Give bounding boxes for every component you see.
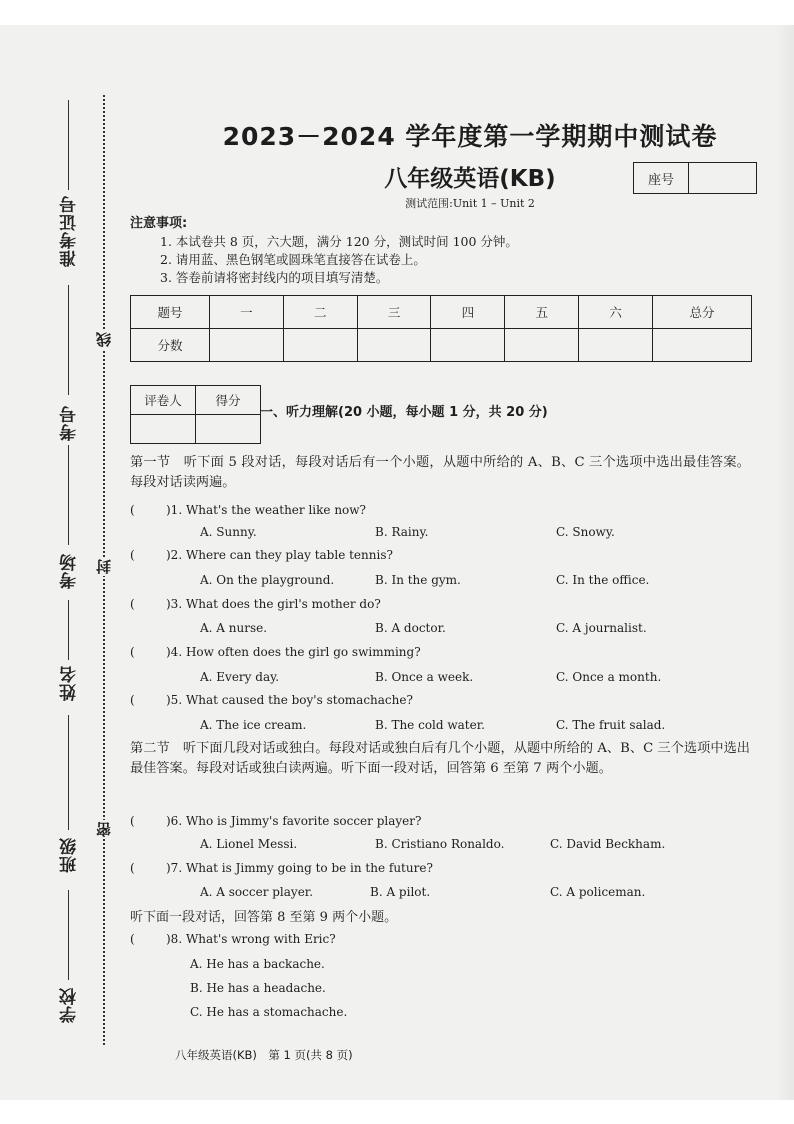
question-6: ( )6. Who is Jimmy's favorite soccer player?: [130, 814, 422, 828]
question-5: ( )5. What caused the boy's stomachache?: [130, 693, 413, 707]
option-b: B. A pilot.: [370, 885, 431, 899]
option-a: A. A nurse.: [200, 621, 268, 635]
binding-strip: [0, 25, 120, 1100]
option-c: C. He has a stomachache.: [190, 1005, 348, 1019]
seal-char-mi: 密: [95, 822, 113, 837]
seat-number-box: [633, 162, 757, 194]
score-input-cell[interactable]: [653, 329, 752, 362]
note-item: 2. 请用蓝、黑色钢笔或圆珠笔直接答在试卷上。: [160, 252, 426, 267]
score-table-header-row: [131, 296, 752, 329]
option-a: A. Lionel Messi.: [200, 837, 298, 851]
dialog-8-9-intro: 听下面一段对话，回答第 8 至第 9 两个小题。: [130, 910, 398, 925]
exam-content: [130, 25, 758, 1100]
exam-room-line: [68, 445, 69, 545]
note-item: 3. 答卷前请将密封线内的项目填写清楚。: [160, 270, 389, 285]
exam-room-label: 考场: [60, 553, 80, 589]
score-table-cell: 三: [357, 296, 431, 329]
question-4: ( )4. How often does the girl go swimming?: [130, 645, 421, 659]
answer-bracket[interactable]: (: [130, 693, 135, 707]
grader-table: [130, 385, 261, 444]
option-a: A. Sunny.: [200, 525, 257, 539]
grader-score-input-cell[interactable]: [196, 415, 261, 444]
seat-number-label: 座号: [634, 163, 689, 193]
score-table-cell: 分数: [131, 329, 210, 362]
name-line: [68, 600, 69, 660]
option-c: C. David Beckham.: [550, 837, 666, 851]
score-table-cell: 五: [505, 296, 579, 329]
score-input-cell[interactable]: [210, 329, 284, 362]
seat-number-field[interactable]: [689, 163, 756, 193]
school-label: 学校: [60, 987, 80, 1023]
option-b: B. In the gym.: [375, 573, 461, 587]
option-c: C. A journalist.: [556, 621, 647, 635]
score-input-cell[interactable]: [431, 329, 505, 362]
option-a: A. A soccer player.: [200, 885, 314, 899]
option-a: A. The ice cream.: [200, 718, 307, 732]
answer-bracket[interactable]: (: [130, 597, 135, 611]
option-a: A. On the playground.: [200, 573, 335, 587]
score-input-cell[interactable]: [505, 329, 579, 362]
option-c: C. The fruit salad.: [556, 718, 666, 732]
exam-page: [0, 25, 794, 1100]
notes-title: 注意事项:: [130, 216, 188, 231]
score-table: [130, 295, 752, 362]
option-c: C. Once a month.: [556, 670, 662, 684]
option-b: B. Once a week.: [375, 670, 474, 684]
school-line: [68, 890, 69, 980]
question-2: ( )2. Where can they play table tennis?: [130, 548, 393, 562]
option-c: C. A policeman.: [550, 885, 646, 899]
exam-subtitle: 八年级英语(KB): [384, 166, 556, 192]
question-8: ( )8. What's wrong with Eric?: [130, 932, 336, 946]
score-table-score-row: [131, 329, 752, 362]
test-range: 测试范围:Unit 1 – Unit 2: [405, 197, 535, 210]
answer-bracket[interactable]: (: [130, 645, 135, 659]
exam-title: 2023－2024 学年度第一学期期中测试卷: [222, 122, 718, 151]
exam-number-label: 准考证号: [60, 195, 80, 267]
score-table-cell: 题号: [131, 296, 210, 329]
score-input-cell[interactable]: [579, 329, 653, 362]
option-b: B. Rainy.: [375, 525, 429, 539]
question-7: ( )7. What is Jimmy going to be in the future?: [130, 861, 433, 875]
answer-bracket[interactable]: (: [130, 861, 135, 875]
option-b: B. A doctor.: [375, 621, 446, 635]
grader-input-cell[interactable]: [131, 415, 196, 444]
seal-char-xian: 线: [95, 332, 113, 347]
question-1: ( )1. What's the weather like now?: [130, 503, 366, 517]
option-a: A. Every day.: [200, 670, 280, 684]
score-table-cell: 四: [431, 296, 505, 329]
name-label: 姓名: [60, 665, 80, 701]
grader-score-label: 得分: [196, 386, 261, 415]
note-item: 1. 本试卷共 8 页，六大题，满分 120 分，测试时间 100 分钟。: [160, 234, 518, 249]
question-3: ( )3. What does the girl's mother do?: [130, 597, 381, 611]
answer-bracket[interactable]: (: [130, 932, 135, 946]
exam-number-line: [68, 100, 69, 190]
part1-intro: 第一节 听下面 5 段对话，每段对话后有一个小题，从题中所给的 A、B、C 三个选项中选出最佳答案。每段对话读两遍。: [130, 455, 750, 490]
score-input-cell[interactable]: [357, 329, 431, 362]
candidate-number-line: [68, 285, 69, 395]
page-footer: 八年级英语(KB) 第 1 页(共 8 页): [175, 1048, 353, 1062]
part2-intro: 第二节 听下面几段对话或独白。每段对话或独白后有几个小题，从题中所给的 A、B、C 三个选项中选出最佳答案。每段对话或独白读两遍。听下面一段对话，回答第 6 至第 7 两个小题。: [130, 741, 750, 776]
answer-bracket[interactable]: (: [130, 814, 135, 828]
candidate-number-label: 考号: [60, 405, 80, 441]
option-a: A. He has a backache.: [190, 957, 325, 971]
score-table-cell: 二: [283, 296, 357, 329]
option-b: B. Cristiano Ronaldo.: [375, 837, 505, 851]
answer-bracket[interactable]: (: [130, 548, 135, 562]
option-c: C. Snowy.: [556, 525, 615, 539]
score-table-cell: 总分: [653, 296, 752, 329]
answer-bracket[interactable]: (: [130, 503, 135, 517]
page-edge-shadow: [776, 25, 794, 1100]
class-line: [68, 715, 69, 830]
option-c: C. In the office.: [556, 573, 650, 587]
score-table-cell: 一: [210, 296, 284, 329]
option-b: B. He has a headache.: [190, 981, 326, 995]
score-table-cell: 六: [579, 296, 653, 329]
class-label: 班级: [60, 837, 80, 873]
section-title: 一、听力理解(20 小题，每小题 1 分，共 20 分): [260, 405, 548, 420]
grader-label: 评卷人: [131, 386, 196, 415]
score-input-cell[interactable]: [283, 329, 357, 362]
seal-char-feng: 封: [95, 559, 113, 574]
option-b: B. The cold water.: [375, 718, 485, 732]
